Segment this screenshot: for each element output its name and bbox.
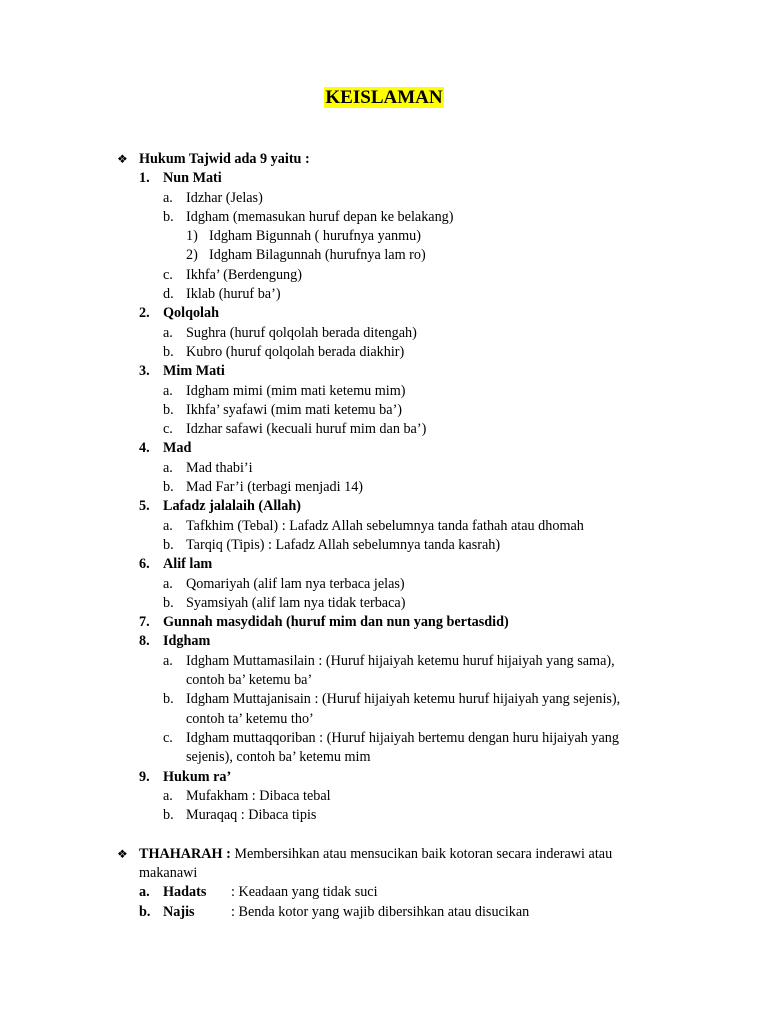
def-text: : Keadaan yang tidak suci (231, 884, 378, 901)
sub-letter: a. (163, 517, 173, 534)
sub-letter: d. (163, 286, 174, 303)
sub-item (0, 459, 768, 478)
sub-item (0, 343, 768, 362)
sub-letter: a. (163, 324, 173, 341)
thaharah-term: THAHARAH : (139, 845, 231, 862)
sub-item (0, 575, 768, 594)
sub-item (0, 517, 768, 536)
thaharah-desc: Membersihkan atau mensucikan baik kotoran secara inderawi atau (234, 845, 613, 862)
sub-text: Idgham (memasukan huruf depan ke belakang) (186, 208, 454, 225)
sub-letter: b. (163, 401, 174, 418)
sub-item (0, 536, 768, 555)
sub-text: Mufakham : Dibaca tebal (186, 787, 331, 804)
list-number: 1. (139, 170, 150, 187)
sub-text: contoh ba’ ketemu ba’ (186, 672, 313, 689)
sub-text: Idgham Muttamasilain : (Huruf hijaiyah ketemu huruf hijaiyah yang sama), (186, 652, 615, 669)
sub-text: Tarqiq (Tipis) : Lafadz Allah sebelumnya tanda kasrah) (186, 536, 501, 553)
sub-text: Idgham Muttajanisain : (Huruf hijaiyah ketemu huruf hijaiyah yang sejenis), (186, 691, 621, 708)
sub-letter: a. (163, 575, 173, 592)
list-title: Nun Mati (163, 170, 222, 187)
document-body (0, 150, 768, 922)
sub-item (0, 729, 768, 748)
sub-letter: a. (163, 652, 173, 669)
list-title: Gunnah masydidah (huruf mim dan nun yang bertasdid) (163, 614, 509, 631)
def-term: Najis (163, 903, 195, 920)
list-item (0, 768, 768, 787)
sub-item-continuation (0, 671, 768, 690)
list-title: Alif lam (163, 556, 213, 573)
sub-item-continuation (0, 710, 768, 729)
sub-text: contoh ta’ ketemu tho’ (186, 710, 314, 727)
sub-item (0, 478, 768, 497)
sub-letter: a. (163, 189, 173, 206)
sub-text: Idgham muttaqqoriban : (Huruf hijaiyah bertemu dengan huru hijaiyah yang (186, 729, 619, 746)
sub-item (0, 285, 768, 304)
sub-text: Qomariyah (alif lam nya terbaca jelas) (186, 575, 405, 592)
sub-sub-text: Idgham Bilagunnah (hurufnya lam ro) (209, 247, 426, 264)
list-title: Hukum ra’ (163, 768, 232, 785)
sub-item (0, 401, 768, 420)
sub-item (0, 324, 768, 343)
list-number: 8. (139, 633, 150, 650)
definition-row (0, 883, 768, 902)
sub-letter: b. (163, 807, 174, 824)
sub-letter: b. (163, 691, 174, 708)
sub-text: Kubro (huruf qolqolah berada diakhir) (186, 343, 405, 360)
sub-text: Iklab (huruf ba’) (186, 286, 281, 303)
sub-letter: b. (163, 536, 174, 553)
list-item (0, 632, 768, 651)
sub-text: Idzhar (Jelas) (186, 189, 263, 206)
sub-sub-item (0, 227, 768, 246)
section-heading-text: Hukum Tajwid ada 9 yaitu : (139, 151, 310, 167)
sub-text: Mad Far’i (terbagi menjadi 14) (186, 479, 364, 496)
sub-item-continuation (0, 748, 768, 767)
sub-sub-number: 1) (186, 228, 198, 245)
sub-text: Sughra (huruf qolqolah berada ditengah) (186, 324, 417, 341)
sub-letter: b. (163, 479, 174, 496)
sub-text: Idzhar safawi (kecuali huruf mim dan ba’) (186, 421, 427, 438)
sub-text: sejenis), contoh ba’ ketemu mim (186, 749, 371, 766)
sub-item (0, 382, 768, 401)
list-title: Lafadz jalalaih (Allah) (163, 498, 301, 515)
diamond-bullet-icon: ❖ (117, 846, 128, 861)
section-desc-continuation (0, 864, 768, 883)
sub-item (0, 690, 768, 709)
sub-item (0, 420, 768, 439)
def-term: Hadats (163, 884, 207, 901)
def-letter: a. (139, 884, 150, 901)
sub-item (0, 787, 768, 806)
list-number: 9. (139, 768, 150, 785)
sub-item (0, 189, 768, 208)
sub-item (0, 208, 768, 227)
sub-text: Ikhfa’ syafawi (mim mati ketemu ba’) (186, 401, 403, 418)
list-number: 2. (139, 305, 150, 322)
list-number: 4. (139, 440, 150, 457)
section-heading-text (139, 845, 612, 864)
sub-letter: c. (163, 729, 173, 746)
list-item (0, 362, 768, 381)
def-letter: b. (139, 903, 151, 920)
page-title (0, 87, 768, 109)
list-number: 3. (139, 363, 150, 380)
sub-text: Idgham mimi (mim mati ketemu mim) (186, 382, 406, 399)
sub-text: Mad thabi’i (186, 459, 253, 476)
sub-letter: a. (163, 787, 173, 804)
sub-letter: b. (163, 594, 174, 611)
sub-letter: a. (163, 382, 173, 399)
list-number: 5. (139, 498, 150, 515)
list-item (0, 555, 768, 574)
sub-text: Syamsiyah (alif lam nya tidak terbaca) (186, 594, 406, 611)
list-title: Idgham (163, 633, 211, 650)
section-heading-thaharah (0, 845, 768, 864)
list-title: Qolqolah (163, 305, 219, 322)
section-heading-tajwid (0, 150, 768, 169)
sub-letter: c. (163, 266, 173, 283)
definition-row (0, 903, 768, 922)
sub-sub-item (0, 246, 768, 265)
sub-item (0, 594, 768, 613)
sub-text: Tafkhim (Tebal) : Lafadz Allah sebelumnya tanda fathah atau dhomah (186, 517, 584, 534)
sub-text: Muraqaq : Dibaca tipis (186, 807, 317, 824)
spacer (0, 825, 768, 844)
sub-item (0, 266, 768, 285)
sub-sub-text: Idgham Bigunnah ( hurufnya yanmu) (209, 228, 421, 245)
sub-sub-number: 2) (186, 247, 198, 264)
list-title: Mim Mati (163, 363, 225, 380)
list-item (0, 169, 768, 188)
list-item (0, 439, 768, 458)
sub-letter: b. (163, 208, 174, 225)
sub-item (0, 806, 768, 825)
def-text: : Benda kotor yang wajib dibersihkan atau disucikan (231, 903, 530, 920)
sub-text: Ikhfa’ (Berdengung) (186, 266, 302, 283)
sub-letter: b. (163, 343, 174, 360)
list-title: Mad (163, 440, 192, 457)
list-number: 6. (139, 556, 150, 573)
sub-letter: a. (163, 459, 173, 476)
title-highlight: KEISLAMAN (325, 87, 443, 108)
diamond-bullet-icon: ❖ (117, 152, 128, 166)
list-item (0, 304, 768, 323)
sub-letter: c. (163, 421, 173, 438)
thaharah-desc-cont: makanawi (139, 864, 198, 881)
list-item (0, 613, 768, 632)
list-number: 7. (139, 614, 150, 631)
sub-item (0, 652, 768, 671)
list-item (0, 497, 768, 516)
